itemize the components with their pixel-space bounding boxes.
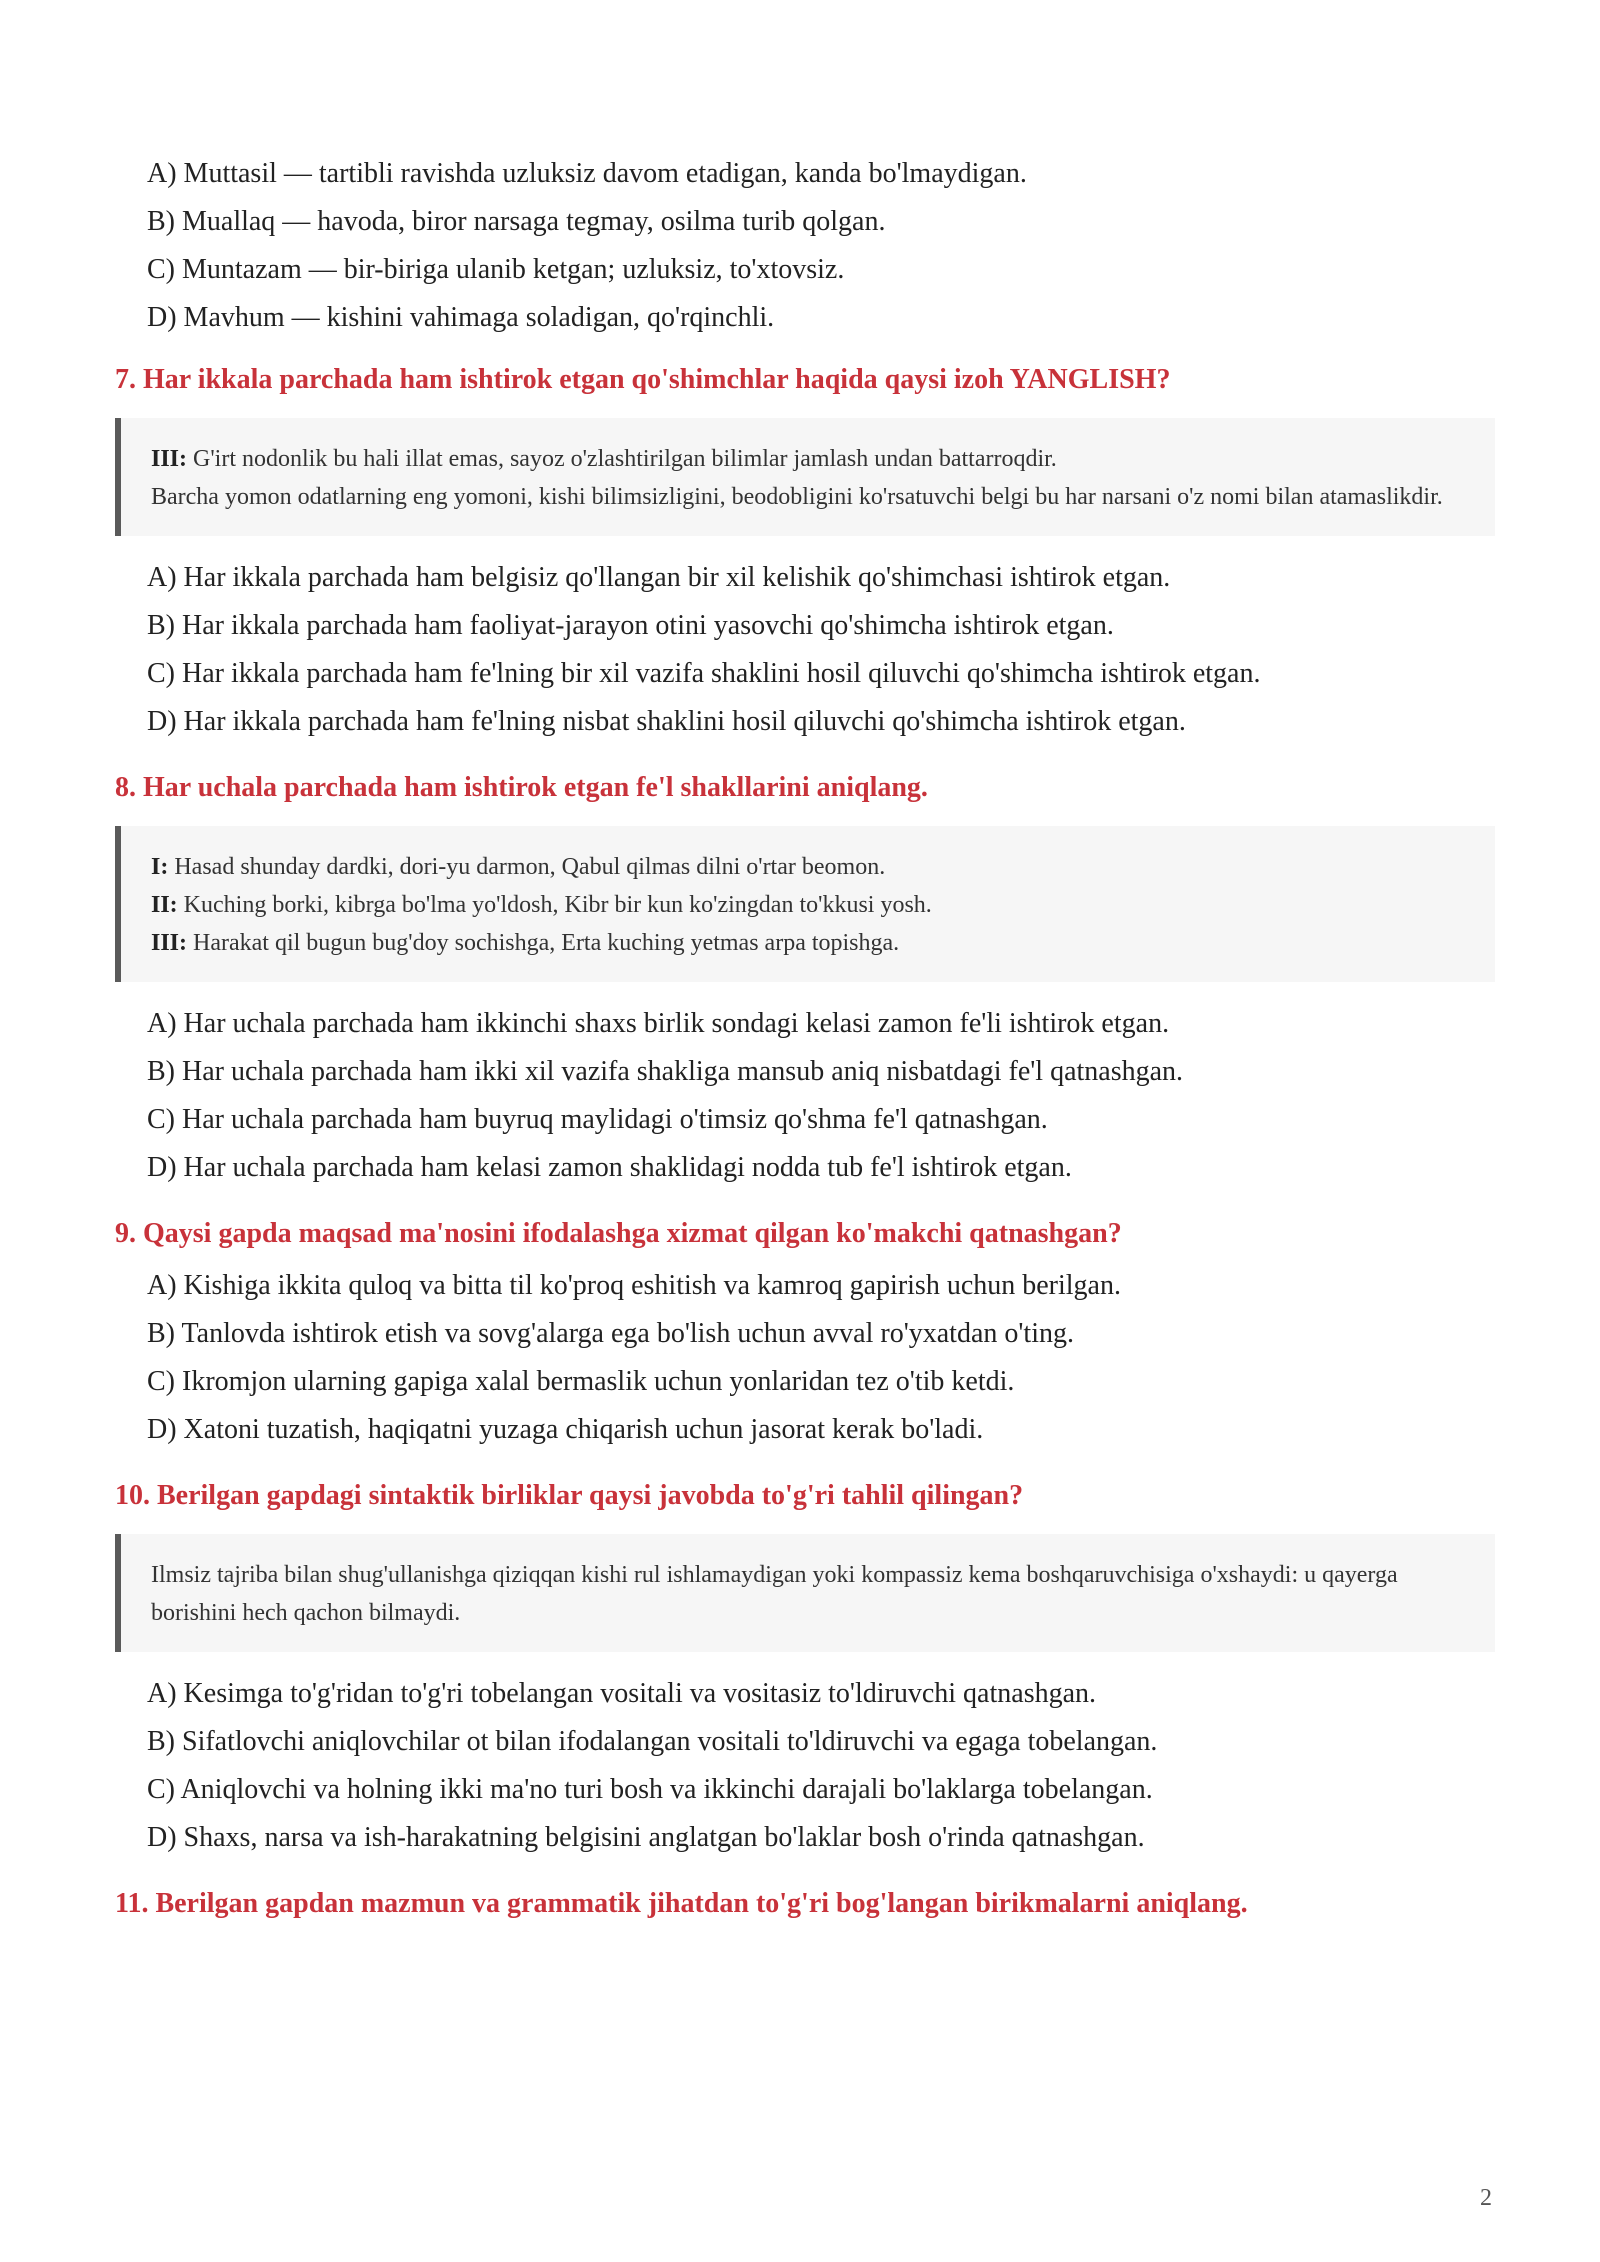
passage-label: I: xyxy=(151,854,169,880)
option-a[interactable]: A) Kishiga ikkita quloq va bitta til ko'proq eshitish va kamroq gapirish uchun berilgan. xyxy=(147,1270,1121,1301)
question-7-title: 7. Har ikkala parchada ham ishtirok etgan qo'shimchlar haqida qaysi izoh YANGLISH? xyxy=(115,364,1171,395)
option-d[interactable]: D) Har uchala parchada ham kelasi zamon shaklidagi nodda tub fe'l ishtirok etgan. xyxy=(147,1152,1072,1183)
passage-text: G'irt nodonlik bu hali illat emas, sayoz o'zlashtirilgan bilimlar jamlash undan battarroqdir. xyxy=(193,446,1057,472)
passage-line xyxy=(151,886,1467,924)
option-b[interactable]: B) Har uchala parchada ham ikki xil vazifa shakliga mansub aniq nisbatdagi fe'l qatnashgan. xyxy=(147,1056,1184,1087)
passage-label: III: xyxy=(151,930,188,956)
option-b[interactable]: B) Har ikkala parchada ham faoliyat-jarayon otini yasovchi qo'shimcha ishtirok etgan. xyxy=(147,610,1114,641)
page-content xyxy=(115,150,1495,1924)
question-8-title: 8. Har uchala parchada ham ishtirok etgan fe'l shakllarini aniqlang. xyxy=(115,772,928,803)
passage-text: Hasad shunday dardki, dori-yu darmon, Qabul qilmas dilni o'rtar beomon. xyxy=(174,854,886,880)
option-b[interactable]: B) Muallaq — havoda, biror narsaga tegmay, osilma turib qolgan. xyxy=(147,206,886,237)
option-a[interactable]: A) Kesimga to'g'ridan to'g'ri tobelangan vositali va vositasiz to'ldiruvchi qatnashgan. xyxy=(147,1678,1097,1709)
option-c[interactable]: C) Muntazam — bir-biriga ulanib ketgan; uzluksiz, to'xtovsiz. xyxy=(147,254,845,285)
passage-text: Kuching borki, kibrga bo'lma yo'ldosh, Kibr bir kun ko'zingdan to'kkusi yosh. xyxy=(183,892,932,918)
passage-text: Barcha yomon odatlarning eng yomoni, kishi bilimsizligini, beodobligini ko'rsatuvchi belgi bu har narsani o'z nomi bilan atamaslikdir. xyxy=(151,484,1443,510)
option-b[interactable]: B) Sifatlovchi aniqlovchilar ot bilan ifodalangan vositali to'ldiruvchi va egaga tobelangan. xyxy=(147,1726,1158,1757)
option-a[interactable]: A) Har ikkala parchada ham belgisiz qo'llangan bir xil kelishik qo'shimchasi ishtirok etgan. xyxy=(147,562,1171,593)
q10-options xyxy=(115,1670,1495,1862)
question-11-title: 11. Berilgan gapdan mazmun va grammatik jihatdan to'g'ri bog'langan birikmalarni aniqlang. xyxy=(115,1888,1248,1919)
page-number: 2 xyxy=(1480,2185,1492,2211)
option-d[interactable]: D) Har ikkala parchada ham fe'lning nisbat shaklini hosil qiluvchi qo'shimcha ishtirok etgan. xyxy=(147,706,1186,737)
passage-text: Harakat qil bugun bug'doy sochishga, Erta kuching yetmas arpa topishga. xyxy=(193,930,900,956)
q6-options xyxy=(115,150,1495,342)
option-c[interactable]: C) Aniqlovchi va holning ikki ma'no turi bosh va ikkinchi darajali bo'laklarga tobelangan. xyxy=(147,1774,1153,1805)
option-a[interactable]: A) Har uchala parchada ham ikkinchi shaxs birlik sondagi kelasi zamon fe'li ishtirok etgan. xyxy=(147,1008,1170,1039)
option-a[interactable]: A) Muttasil — tartibli ravishda uzluksiz davom etadigan, kanda bo'lmaydigan. xyxy=(147,158,1027,189)
q9-options xyxy=(115,1262,1495,1454)
passage-label: III: xyxy=(151,446,188,472)
question-9-title: 9. Qaysi gapda maqsad ma'nosini ifodalashga xizmat qilgan ko'makchi qatnashgan? xyxy=(115,1218,1122,1249)
passage-text: Ilmsiz tajriba bilan shug'ullanishga qiziqqan kishi rul ishlamaydigan yoki kompassiz kema boshqaruvchisiga o'xshaydi: u qayerga borishini hech qachon bilmaydi. xyxy=(151,1562,1398,1626)
option-d[interactable]: D) Shaxs, narsa va ish-harakatning belgisini anglatgan bo'laklar bosh o'rinda qatnashgan. xyxy=(147,1822,1145,1853)
q7-options xyxy=(115,554,1495,746)
passage-line xyxy=(151,440,1467,478)
option-b[interactable]: B) Tanlovda ishtirok etish va sovg'alarga ega bo'lish uchun avval ro'yxatdan o'ting. xyxy=(147,1318,1074,1349)
question-10-title: 10. Berilgan gapdagi sintaktik birliklar qaysi javobda to'g'ri tahlil qilingan? xyxy=(115,1480,1024,1511)
question-7-passage xyxy=(115,418,1495,536)
option-d[interactable]: D) Xatoni tuzatish, haqiqatni yuzaga chiqarish uchun jasorat kerak bo'ladi. xyxy=(147,1414,984,1445)
passage-line xyxy=(151,924,1467,962)
option-d[interactable]: D) Mavhum — kishini vahimaga soladigan, qo'rqinchli. xyxy=(147,302,775,333)
option-c[interactable]: C) Har uchala parchada ham buyruq maylidagi o'timsiz qo'shma fe'l qatnashgan. xyxy=(147,1104,1048,1135)
q8-options xyxy=(115,1000,1495,1192)
passage-line xyxy=(151,848,1467,886)
option-c[interactable]: C) Har ikkala parchada ham fe'lning bir xil vazifa shaklini hosil qiluvchi qo'shimcha ishtirok etgan. xyxy=(147,658,1261,689)
question-10-passage xyxy=(115,1534,1495,1652)
question-8-passage xyxy=(115,826,1495,982)
option-c[interactable]: C) Ikromjon ularning gapiga xalal bermaslik uchun yonlaridan tez o'tib ketdi. xyxy=(147,1366,1015,1397)
passage-label: II: xyxy=(151,892,178,918)
